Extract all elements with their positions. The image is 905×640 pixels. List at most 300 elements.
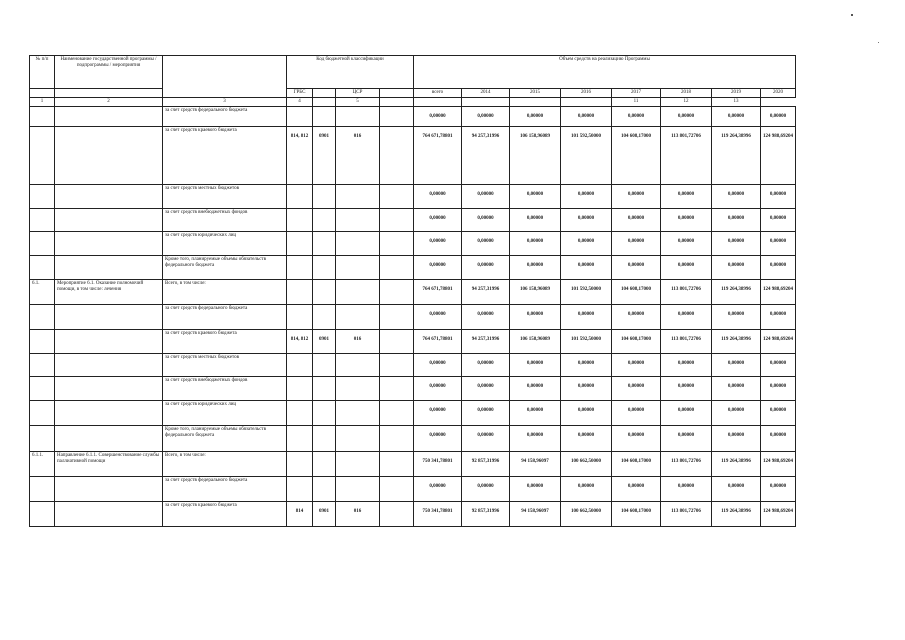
row-year-value bbox=[612, 209, 661, 232]
row-year-value bbox=[561, 452, 612, 477]
row-code-rzpr-value bbox=[315, 453, 333, 459]
row-value: 124 988,69204 bbox=[763, 134, 793, 139]
row-value: 0,00000 bbox=[577, 384, 595, 389]
row-year-value bbox=[661, 330, 712, 354]
row-value: 94 158,96097 bbox=[521, 509, 549, 514]
row-year-value bbox=[661, 256, 712, 280]
row-year-value bbox=[462, 280, 510, 305]
row-code-csr bbox=[336, 280, 380, 305]
row-number bbox=[30, 256, 55, 280]
row-year-value bbox=[561, 305, 612, 330]
row-number bbox=[30, 401, 55, 426]
row-value: 0,00000 bbox=[769, 484, 787, 489]
row-value: 0,00000 bbox=[769, 384, 787, 389]
column-number: 13 bbox=[712, 98, 761, 107]
row-value: 94 257,31996 bbox=[471, 134, 500, 139]
row-code-grbs-value bbox=[289, 210, 310, 216]
row-value: 0,00000 bbox=[677, 312, 695, 317]
row-number: 6.1. bbox=[30, 280, 55, 305]
table-row bbox=[30, 502, 796, 527]
row-name bbox=[55, 477, 163, 502]
row-value: 0,00000 bbox=[477, 312, 494, 317]
header-codes: Код бюджетной классификации bbox=[287, 56, 414, 89]
row-year-value bbox=[661, 452, 712, 477]
row-value: 0,00000 bbox=[769, 408, 787, 413]
row-code-grbs-value bbox=[289, 453, 310, 459]
row-year-value bbox=[510, 377, 561, 401]
row-name: Направление 6.1.1. Совершенствование службы паллиативной помощи bbox=[55, 452, 163, 477]
row-year-value bbox=[712, 377, 761, 401]
row-code-grbs-value bbox=[289, 306, 310, 312]
row-code-grbs bbox=[287, 452, 313, 477]
row-code-vr bbox=[380, 477, 414, 502]
row-code-rzpr bbox=[313, 280, 336, 305]
row-value: 0,00000 bbox=[577, 239, 595, 244]
row-number bbox=[30, 477, 55, 502]
row-code-csr-value bbox=[338, 210, 377, 216]
table-row bbox=[30, 305, 796, 330]
row-code-csr-value: 016 bbox=[353, 337, 362, 342]
row-value: 0,00000 bbox=[677, 361, 695, 366]
row-value: 0,00000 bbox=[429, 484, 446, 489]
row-year-value bbox=[661, 401, 712, 426]
subheader-row bbox=[30, 89, 796, 98]
row-code-rzpr-value: 0901 bbox=[319, 509, 329, 514]
row-value: 0,00000 bbox=[577, 216, 595, 221]
row-year-value bbox=[561, 477, 612, 502]
row-total-value bbox=[414, 354, 462, 377]
row-year-value bbox=[661, 502, 712, 527]
row-code-csr bbox=[336, 330, 380, 354]
row-value: 0,00000 bbox=[677, 384, 695, 389]
row-value: 0,00000 bbox=[727, 239, 745, 244]
row-value: 0,00000 bbox=[769, 312, 787, 317]
row-value: 0,00000 bbox=[429, 312, 446, 317]
column-number bbox=[414, 98, 462, 107]
subheader-num bbox=[30, 89, 55, 98]
row-code-grbs-value bbox=[289, 427, 310, 433]
row-value: 0,00000 bbox=[526, 216, 544, 221]
table-row bbox=[30, 426, 796, 452]
row-year-value bbox=[712, 256, 761, 280]
row-code-rzpr bbox=[313, 305, 336, 330]
row-year-value bbox=[612, 354, 661, 377]
row-code-rzpr bbox=[313, 426, 336, 452]
row-value: 0,00000 bbox=[769, 263, 787, 268]
row-code-csr bbox=[336, 232, 380, 256]
row-code-csr bbox=[336, 354, 380, 377]
row-value: 0,00000 bbox=[526, 312, 544, 317]
row-code-rzpr-value bbox=[315, 306, 333, 312]
row-year-value bbox=[462, 305, 510, 330]
row-value: 0,00000 bbox=[627, 384, 645, 389]
row-number bbox=[30, 185, 55, 209]
table-row bbox=[30, 452, 796, 477]
row-code-rzpr bbox=[313, 477, 336, 502]
subheader-vr bbox=[380, 89, 414, 98]
column-number: 1 bbox=[30, 98, 55, 107]
row-value: 94 257,31996 bbox=[471, 337, 500, 342]
row-total-value bbox=[414, 127, 462, 185]
row-number bbox=[30, 426, 55, 452]
row-name bbox=[55, 426, 163, 452]
row-year-value bbox=[462, 127, 510, 185]
row-year-value bbox=[612, 452, 661, 477]
row-code-vr bbox=[380, 256, 414, 280]
row-year-value bbox=[661, 426, 712, 452]
row-year-value bbox=[510, 452, 561, 477]
row-code-rzpr bbox=[313, 107, 336, 127]
column-number bbox=[510, 98, 561, 107]
row-code-vr bbox=[380, 330, 414, 354]
row-source: Кроме того, планируемые объемы обязательств федерального бюджета bbox=[163, 256, 287, 280]
row-source: за счет средств краевого бюджета bbox=[163, 127, 287, 185]
row-value: 0,00000 bbox=[769, 433, 787, 438]
row-value: 0,00000 bbox=[769, 239, 787, 244]
row-value: 0,00000 bbox=[627, 361, 645, 366]
row-code-csr-value: 016 bbox=[353, 509, 362, 514]
row-value: 0,00000 bbox=[627, 192, 645, 197]
row-value: 0,00000 bbox=[577, 192, 595, 197]
row-name bbox=[55, 107, 163, 127]
row-total-value bbox=[414, 209, 462, 232]
row-year-value bbox=[612, 330, 661, 354]
row-code-vr bbox=[380, 127, 414, 185]
row-code-vr bbox=[380, 502, 414, 527]
row-value: 119 264,38996 bbox=[721, 337, 751, 342]
row-code-grbs-value bbox=[289, 186, 310, 192]
row-value: 0,00000 bbox=[627, 484, 645, 489]
column-number: 11 bbox=[612, 98, 661, 107]
row-year-value bbox=[510, 280, 561, 305]
row-value: 106 158,96089 bbox=[520, 287, 550, 292]
row-year-value bbox=[712, 185, 761, 209]
row-code-rzpr-value bbox=[315, 257, 333, 263]
subheader-csr: ЦСР bbox=[336, 89, 380, 98]
table-row bbox=[30, 256, 796, 280]
row-code-grbs-value bbox=[289, 402, 310, 408]
row-code-vr bbox=[380, 280, 414, 305]
row-number bbox=[30, 127, 55, 185]
row-year-value bbox=[612, 377, 661, 401]
row-name bbox=[55, 401, 163, 426]
row-value: 0,00000 bbox=[429, 361, 446, 366]
row-code-grbs bbox=[287, 426, 313, 452]
row-code-csr bbox=[336, 305, 380, 330]
row-code-csr-value bbox=[338, 355, 377, 361]
row-year-value bbox=[612, 185, 661, 209]
row-source: Всего, в том числе: bbox=[163, 280, 287, 305]
row-source: за счет средств местных бюджетов bbox=[163, 354, 287, 377]
subheader-vsego: всего bbox=[414, 89, 462, 98]
row-code-grbs-value bbox=[289, 108, 310, 114]
subheader-name bbox=[55, 89, 163, 98]
row-year-value bbox=[561, 330, 612, 354]
row-value: 0,00000 bbox=[477, 433, 494, 438]
row-number bbox=[30, 107, 55, 127]
row-year-value bbox=[462, 232, 510, 256]
row-value: 0,00000 bbox=[727, 408, 745, 413]
row-year-value bbox=[661, 377, 712, 401]
row-value: 0,00000 bbox=[769, 192, 787, 197]
column-number: 12 bbox=[661, 98, 712, 107]
row-code-grbs bbox=[287, 185, 313, 209]
row-total-value bbox=[414, 401, 462, 426]
table-row bbox=[30, 232, 796, 256]
row-number bbox=[30, 377, 55, 401]
row-code-csr-value bbox=[338, 281, 377, 287]
row-year-value bbox=[761, 377, 796, 401]
row-year-value bbox=[712, 305, 761, 330]
row-code-csr-value bbox=[338, 233, 377, 239]
row-total-value bbox=[414, 185, 462, 209]
row-code-rzpr-value bbox=[315, 478, 333, 484]
row-year-value bbox=[462, 502, 510, 527]
row-total-value bbox=[414, 280, 462, 305]
row-value: 104 608,17000 bbox=[621, 287, 651, 292]
row-year-value bbox=[712, 354, 761, 377]
row-source: за счет средств местных бюджетов bbox=[163, 185, 287, 209]
row-year-value bbox=[761, 502, 796, 527]
row-value: 0,00000 bbox=[477, 114, 494, 119]
row-name bbox=[55, 185, 163, 209]
column-number bbox=[380, 98, 414, 107]
row-source: за счет средств федерального бюджета bbox=[163, 107, 287, 127]
row-year-value bbox=[561, 502, 612, 527]
row-year-value bbox=[661, 280, 712, 305]
row-code-grbs bbox=[287, 209, 313, 232]
row-number bbox=[30, 232, 55, 256]
row-value: 0,00000 bbox=[526, 384, 544, 389]
row-value: 0,00000 bbox=[477, 216, 494, 221]
row-number bbox=[30, 354, 55, 377]
row-value: 100 662,50000 bbox=[571, 509, 601, 514]
row-value: 0,00000 bbox=[577, 263, 595, 268]
row-number bbox=[30, 305, 55, 330]
row-value: 0,00000 bbox=[627, 433, 645, 438]
row-year-value bbox=[561, 185, 612, 209]
row-code-grbs-value bbox=[289, 257, 310, 263]
row-total-value bbox=[414, 232, 462, 256]
row-year-value bbox=[561, 426, 612, 452]
row-year-value bbox=[510, 502, 561, 527]
table-row bbox=[30, 477, 796, 502]
budget-table-page bbox=[29, 55, 796, 527]
row-year-value bbox=[661, 107, 712, 127]
row-year-value bbox=[561, 209, 612, 232]
row-code-rzpr-value bbox=[315, 210, 333, 216]
subheader-year: 2017 bbox=[612, 89, 661, 98]
row-value: 0,00000 bbox=[727, 484, 745, 489]
row-number bbox=[30, 209, 55, 232]
row-source: Кроме того, планируемые объемы обязательств федерального бюджета bbox=[163, 426, 287, 452]
row-year-value bbox=[462, 452, 510, 477]
row-code-grbs bbox=[287, 305, 313, 330]
row-year-value bbox=[712, 502, 761, 527]
row-code-grbs-value bbox=[289, 478, 310, 484]
row-year-value bbox=[612, 107, 661, 127]
row-code-rzpr bbox=[313, 452, 336, 477]
row-value: 0,00000 bbox=[627, 408, 645, 413]
row-value: 0,00000 bbox=[477, 361, 494, 366]
row-code-grbs bbox=[287, 377, 313, 401]
row-value: 0,00000 bbox=[677, 263, 695, 268]
row-value: 0,00000 bbox=[577, 114, 595, 119]
row-source: за счет средств краевого бюджета bbox=[163, 502, 287, 527]
row-name bbox=[55, 502, 163, 527]
row-year-value bbox=[510, 232, 561, 256]
row-year-value bbox=[510, 426, 561, 452]
row-year-value bbox=[712, 477, 761, 502]
row-total-value bbox=[414, 330, 462, 354]
row-value: 0,00000 bbox=[727, 114, 745, 119]
row-code-csr bbox=[336, 477, 380, 502]
row-code-vr bbox=[380, 232, 414, 256]
row-code-grbs-value: 814, 812 bbox=[290, 337, 309, 342]
row-name bbox=[55, 330, 163, 354]
row-value: 113 801,72706 bbox=[671, 509, 701, 514]
row-code-rzpr bbox=[313, 256, 336, 280]
row-year-value bbox=[612, 232, 661, 256]
row-value: 0,00000 bbox=[429, 192, 446, 197]
row-value: 0,00000 bbox=[677, 114, 695, 119]
row-year-value bbox=[462, 256, 510, 280]
row-value: 113 801,72706 bbox=[671, 287, 701, 292]
row-source: за счет средств юридических лиц bbox=[163, 401, 287, 426]
row-value: 113 801,72706 bbox=[671, 337, 701, 342]
table-row bbox=[30, 127, 796, 185]
row-value: 0,00000 bbox=[526, 361, 544, 366]
row-source: за счет средств внебюджетных фондов bbox=[163, 377, 287, 401]
row-code-vr bbox=[380, 426, 414, 452]
table-row bbox=[30, 107, 796, 127]
row-year-value bbox=[761, 232, 796, 256]
column-number bbox=[313, 98, 336, 107]
column-number: 5 bbox=[336, 98, 380, 107]
row-value: 0,00000 bbox=[627, 114, 645, 119]
row-year-value bbox=[661, 477, 712, 502]
row-year-value bbox=[761, 401, 796, 426]
row-total-value bbox=[414, 305, 462, 330]
row-name bbox=[55, 256, 163, 280]
row-year-value bbox=[712, 280, 761, 305]
row-value: 0,00000 bbox=[727, 216, 745, 221]
row-value: 0,00000 bbox=[577, 408, 595, 413]
row-value: 0,00000 bbox=[769, 114, 787, 119]
row-value: 0,00000 bbox=[526, 433, 544, 438]
row-year-value bbox=[561, 354, 612, 377]
row-total-value bbox=[414, 426, 462, 452]
row-name bbox=[55, 354, 163, 377]
column-number-row bbox=[30, 98, 796, 107]
row-code-csr-value bbox=[338, 186, 377, 192]
row-code-grbs bbox=[287, 127, 313, 185]
row-year-value bbox=[761, 185, 796, 209]
row-code-rzpr-value: 0901 bbox=[319, 337, 329, 342]
row-value: 750 341,78801 bbox=[422, 509, 453, 514]
row-year-value bbox=[510, 354, 561, 377]
row-value: 119 264,38996 bbox=[721, 509, 751, 514]
row-value: 0,00000 bbox=[429, 263, 446, 268]
row-code-grbs-value: 814, 812 bbox=[290, 134, 309, 139]
table-row bbox=[30, 354, 796, 377]
row-year-value bbox=[510, 305, 561, 330]
row-code-rzpr-value bbox=[315, 402, 333, 408]
row-value: 104 608,17000 bbox=[621, 459, 651, 464]
row-value: 750 341,78801 bbox=[422, 459, 453, 464]
row-code-grbs-value bbox=[289, 378, 310, 384]
row-code-csr bbox=[336, 377, 380, 401]
row-code-grbs-value bbox=[289, 355, 310, 361]
row-year-value bbox=[761, 209, 796, 232]
table-row bbox=[30, 401, 796, 426]
row-code-vr bbox=[380, 401, 414, 426]
row-name bbox=[55, 232, 163, 256]
row-code-csr-value bbox=[338, 453, 377, 459]
row-year-value bbox=[561, 280, 612, 305]
header-name: Наименование государственной программы / подпрограммы / мероприятия bbox=[55, 56, 163, 89]
row-name bbox=[55, 209, 163, 232]
row-value: 0,00000 bbox=[477, 239, 494, 244]
row-year-value bbox=[510, 127, 561, 185]
row-value: 106 158,96089 bbox=[520, 134, 550, 139]
header-funds: Объем средств на реализацию Программы bbox=[414, 56, 796, 89]
row-value: 100 662,50000 bbox=[571, 459, 601, 464]
row-source: за счет средств юридических лиц bbox=[163, 232, 287, 256]
row-year-value bbox=[462, 330, 510, 354]
row-year-value bbox=[462, 185, 510, 209]
row-total-value bbox=[414, 256, 462, 280]
row-year-value bbox=[612, 305, 661, 330]
row-code-rzpr bbox=[313, 209, 336, 232]
row-code-vr bbox=[380, 354, 414, 377]
column-number bbox=[462, 98, 510, 107]
row-code-grbs bbox=[287, 107, 313, 127]
row-value: 0,00000 bbox=[477, 263, 494, 268]
row-value: 119 264,38996 bbox=[721, 134, 751, 139]
row-code-grbs bbox=[287, 477, 313, 502]
row-value: 124 988,69204 bbox=[763, 287, 793, 292]
row-value: 0,00000 bbox=[429, 216, 446, 221]
row-total-value bbox=[414, 107, 462, 127]
row-code-csr-value bbox=[338, 402, 377, 408]
row-value: 92 857,31996 bbox=[471, 459, 500, 464]
column-number: 2 bbox=[55, 98, 163, 107]
row-code-grbs bbox=[287, 256, 313, 280]
row-value: 104 608,17000 bbox=[621, 134, 651, 139]
row-number bbox=[30, 330, 55, 354]
budget-table bbox=[29, 55, 796, 527]
row-code-grbs bbox=[287, 232, 313, 256]
scan-speck bbox=[851, 14, 853, 16]
row-value: 0,00000 bbox=[429, 239, 446, 244]
row-code-rzpr bbox=[313, 377, 336, 401]
row-code-rzpr bbox=[313, 185, 336, 209]
row-value: 764 671,78801 bbox=[422, 337, 453, 342]
row-code-vr bbox=[380, 377, 414, 401]
row-code-grbs bbox=[287, 280, 313, 305]
row-value: 113 801,72706 bbox=[671, 459, 701, 464]
row-code-csr bbox=[336, 426, 380, 452]
row-source: Всего, в том числе: bbox=[163, 452, 287, 477]
table-row bbox=[30, 330, 796, 354]
row-value: 0,00000 bbox=[577, 361, 595, 366]
row-name bbox=[55, 305, 163, 330]
row-code-csr-value: 016 bbox=[353, 134, 362, 139]
row-year-value bbox=[612, 502, 661, 527]
row-code-rzpr-value bbox=[315, 355, 333, 361]
row-code-csr bbox=[336, 127, 380, 185]
